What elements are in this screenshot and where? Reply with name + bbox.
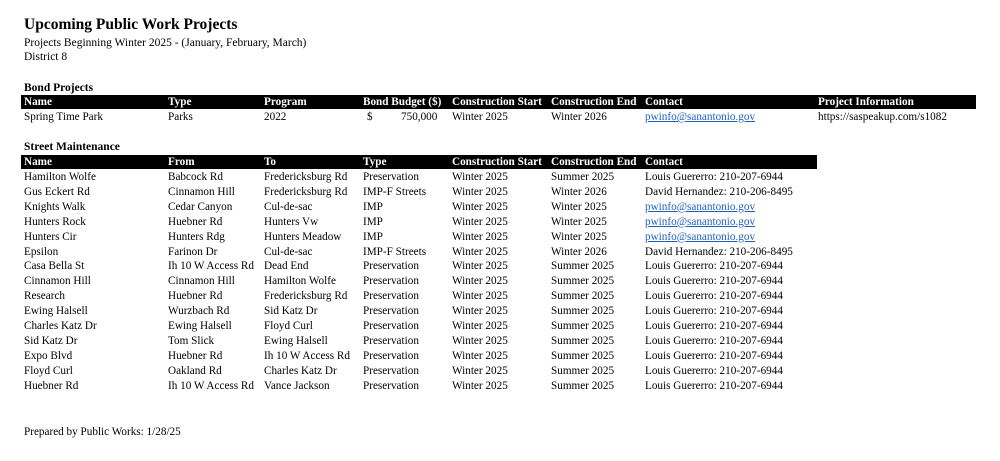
street-name: Hunters Cir bbox=[24, 230, 77, 243]
construction-end: Winter 2026 bbox=[551, 111, 607, 123]
construction-end: Summer 2025 bbox=[551, 349, 615, 362]
work-type: Preservation bbox=[363, 275, 419, 288]
construction-end: Winter 2025 bbox=[551, 230, 607, 243]
construction-start: Winter 2025 bbox=[452, 290, 508, 303]
construction-start: Winter 2025 bbox=[452, 349, 508, 362]
project-type: Parks bbox=[168, 111, 193, 123]
work-type: Preservation bbox=[363, 305, 419, 318]
page-subtitle: Projects Beginning Winter 2025 - (January, February, March) bbox=[24, 37, 307, 49]
construction-end: Summer 2025 bbox=[551, 334, 615, 347]
street-from: Cedar Canyon bbox=[168, 200, 233, 213]
column-header: Bond Budget ($) bbox=[363, 96, 442, 108]
table-row bbox=[21, 379, 821, 394]
table-row bbox=[21, 170, 821, 185]
street-name: Huebner Rd bbox=[24, 379, 79, 392]
program-year: 2022 bbox=[264, 111, 287, 123]
street-to: Ewing Halsell bbox=[264, 334, 328, 347]
construction-start: Winter 2025 bbox=[452, 379, 508, 392]
street-to: Cul-de-sac bbox=[264, 245, 313, 258]
column-header: Project Information bbox=[818, 96, 914, 108]
table-row bbox=[21, 259, 821, 274]
street-to: Hamilton Wolfe bbox=[264, 275, 336, 288]
street-from: Farinon Dr bbox=[168, 245, 218, 258]
street-name: Expo Blvd bbox=[24, 349, 73, 362]
street-to: Hunters Vw bbox=[264, 215, 319, 228]
street-name: Ewing Halsell bbox=[24, 305, 88, 318]
contact-text: Louis Guererro: 210-207-6944 bbox=[645, 320, 783, 332]
construction-start: Winter 2025 bbox=[452, 245, 508, 258]
project-name: Spring Time Park bbox=[24, 111, 103, 123]
contact-email-link[interactable]: pwinfo@sanantonio.gov bbox=[645, 215, 756, 228]
column-header: Construction Start bbox=[452, 156, 542, 168]
table-row bbox=[21, 110, 981, 125]
table-row bbox=[21, 185, 821, 200]
table-row bbox=[21, 289, 821, 304]
construction-start: Winter 2025 bbox=[452, 215, 508, 228]
construction-end: Summer 2025 bbox=[551, 275, 615, 288]
construction-end: Summer 2025 bbox=[551, 290, 615, 303]
table-row bbox=[21, 200, 821, 215]
street-name: Sid Katz Dr bbox=[24, 334, 78, 347]
column-header: From bbox=[168, 156, 195, 168]
street-to: Fredericksburg Rd bbox=[264, 171, 348, 183]
page-title: Upcoming Public Work Projects bbox=[24, 16, 238, 33]
street-from: Huebner Rd bbox=[168, 349, 223, 362]
construction-end: Winter 2026 bbox=[551, 185, 607, 198]
table-row bbox=[21, 334, 821, 349]
table-row bbox=[21, 304, 821, 319]
street-from: Wurzbach Rd bbox=[168, 305, 230, 318]
construction-start: Winter 2025 bbox=[452, 230, 508, 243]
street-from: Huebner Rd bbox=[168, 215, 223, 228]
street-from: Tom Slick bbox=[168, 334, 215, 347]
column-header: Program bbox=[264, 96, 307, 108]
street-from: Babcock Rd bbox=[168, 171, 223, 183]
budget-currency-symbol: $ bbox=[367, 111, 373, 123]
street-table-header bbox=[21, 155, 817, 169]
work-type: Preservation bbox=[363, 349, 419, 362]
construction-start: Winter 2025 bbox=[452, 305, 508, 318]
construction-start: Winter 2025 bbox=[452, 111, 508, 123]
work-type: IMP bbox=[363, 230, 383, 243]
project-info-url: https://saspeakup.com/s1082 bbox=[818, 111, 947, 123]
contact-text: David Hernandez: 210-206-8495 bbox=[645, 185, 793, 198]
work-type: IMP bbox=[363, 215, 383, 228]
street-to: Charles Katz Dr bbox=[264, 364, 337, 377]
construction-start: Winter 2025 bbox=[452, 334, 508, 347]
work-type: Preservation bbox=[363, 364, 419, 377]
table-row bbox=[21, 245, 821, 260]
construction-start: Winter 2025 bbox=[452, 364, 508, 377]
work-type: Preservation bbox=[363, 290, 419, 303]
construction-end: Summer 2025 bbox=[551, 305, 615, 318]
table-row bbox=[21, 319, 821, 334]
street-to: Fredericksburg Rd bbox=[264, 290, 348, 303]
work-type: IMP-F Streets bbox=[363, 185, 427, 198]
column-header: To bbox=[264, 156, 277, 168]
street-name: Epsilon bbox=[24, 245, 59, 258]
column-header: Construction Start bbox=[452, 96, 542, 108]
construction-end: Winter 2025 bbox=[551, 215, 607, 228]
column-header: Contact bbox=[645, 156, 683, 168]
street-from: Ih 10 W Access Rd bbox=[168, 260, 254, 273]
construction-start: Winter 2025 bbox=[452, 185, 508, 198]
construction-start: Winter 2025 bbox=[452, 171, 508, 183]
contact-text: Louis Guererro: 210-207-6944 bbox=[645, 171, 783, 183]
construction-start: Winter 2025 bbox=[452, 275, 508, 288]
contact-text: Louis Guererro: 210-207-6944 bbox=[645, 334, 783, 347]
district-label: District 8 bbox=[24, 51, 68, 63]
column-header: Type bbox=[168, 96, 192, 108]
column-header: Construction End bbox=[551, 156, 637, 168]
contact-text: Louis Guererro: 210-207-6944 bbox=[645, 349, 783, 362]
contact-text: Louis Guererro: 210-207-6944 bbox=[645, 260, 783, 273]
work-type: Preservation bbox=[363, 171, 419, 183]
street-from: Ewing Halsell bbox=[168, 320, 232, 332]
prepared-by-note: Prepared by Public Works: 1/28/25 bbox=[24, 426, 181, 438]
construction-end: Winter 2026 bbox=[551, 245, 607, 258]
street-name: Research bbox=[24, 290, 65, 303]
street-name: Hunters Rock bbox=[24, 215, 86, 228]
contact-text: Louis Guererro: 210-207-6944 bbox=[645, 290, 783, 303]
street-name: Hamilton Wolfe bbox=[24, 171, 96, 183]
street-name: Casa Bella St bbox=[24, 260, 85, 273]
street-from: Huebner Rd bbox=[168, 290, 223, 303]
table-row bbox=[21, 274, 821, 289]
street-from: Cinnamon Hill bbox=[168, 185, 235, 198]
contact-text: Louis Guererro: 210-207-6944 bbox=[645, 305, 783, 318]
column-header: Contact bbox=[645, 96, 683, 108]
construction-start: Winter 2025 bbox=[452, 260, 508, 273]
column-header: Name bbox=[24, 96, 52, 108]
work-type: IMP-F Streets bbox=[363, 245, 427, 258]
work-type: IMP bbox=[363, 200, 383, 213]
street-name: Knights Walk bbox=[24, 200, 86, 213]
bond-table-header bbox=[21, 95, 976, 109]
table-row bbox=[21, 349, 821, 364]
street-from: Oakland Rd bbox=[168, 364, 222, 377]
bond-section-title: Bond Projects bbox=[24, 82, 94, 94]
table-row bbox=[21, 364, 821, 379]
street-name: Gus Eckert Rd bbox=[24, 185, 90, 198]
street-section-title: Street Maintenance bbox=[24, 141, 120, 153]
street-to: Vance Jackson bbox=[264, 379, 330, 392]
construction-start: Winter 2025 bbox=[452, 200, 508, 213]
work-type: Preservation bbox=[363, 320, 419, 332]
contact-text: Louis Guererro: 210-207-6944 bbox=[645, 275, 783, 288]
column-header: Type bbox=[363, 156, 387, 168]
street-to: Hunters Meadow bbox=[264, 230, 342, 243]
construction-end: Summer 2025 bbox=[551, 260, 615, 273]
construction-end: Summer 2025 bbox=[551, 320, 615, 332]
street-name: Charles Katz Dr bbox=[24, 320, 97, 332]
contact-text: David Hernandez: 210-206-8495 bbox=[645, 245, 793, 258]
budget-amount: 750,000 bbox=[401, 111, 438, 123]
contact-text: Louis Guererro: 210-207-6944 bbox=[645, 379, 783, 392]
construction-start: Winter 2025 bbox=[452, 320, 508, 332]
table-row bbox=[21, 230, 821, 245]
contact-email-link[interactable]: pwinfo@sanantonio.gov bbox=[645, 200, 756, 213]
column-header: Name bbox=[24, 156, 52, 168]
street-to: Floyd Curl bbox=[264, 320, 313, 332]
work-type: Preservation bbox=[363, 334, 419, 347]
street-to: Cul-de-sac bbox=[264, 200, 313, 213]
contact-text: Louis Guererro: 210-207-6944 bbox=[645, 364, 783, 377]
construction-end: Summer 2025 bbox=[551, 364, 615, 377]
table-row bbox=[21, 215, 821, 230]
construction-end: Summer 2025 bbox=[551, 171, 615, 183]
street-from: Ih 10 W Access Rd bbox=[168, 379, 254, 392]
construction-end: Winter 2025 bbox=[551, 200, 607, 213]
contact-email-link[interactable]: pwinfo@sanantonio.gov bbox=[645, 111, 756, 123]
work-type: Preservation bbox=[363, 260, 419, 273]
column-header: Construction End bbox=[551, 96, 637, 108]
street-to: Fredericksburg Rd bbox=[264, 185, 348, 198]
street-name: Floyd Curl bbox=[24, 364, 73, 377]
street-from: Cinnamon Hill bbox=[168, 275, 235, 288]
construction-end: Summer 2025 bbox=[551, 379, 615, 392]
contact-email-link[interactable]: pwinfo@sanantonio.gov bbox=[645, 230, 756, 243]
street-name: Cinnamon Hill bbox=[24, 275, 91, 288]
street-to: Sid Katz Dr bbox=[264, 305, 318, 318]
street-to: Dead End bbox=[264, 260, 309, 273]
street-from: Hunters Rdg bbox=[168, 230, 225, 243]
work-type: Preservation bbox=[363, 379, 419, 392]
street-to: Ih 10 W Access Rd bbox=[264, 349, 350, 362]
